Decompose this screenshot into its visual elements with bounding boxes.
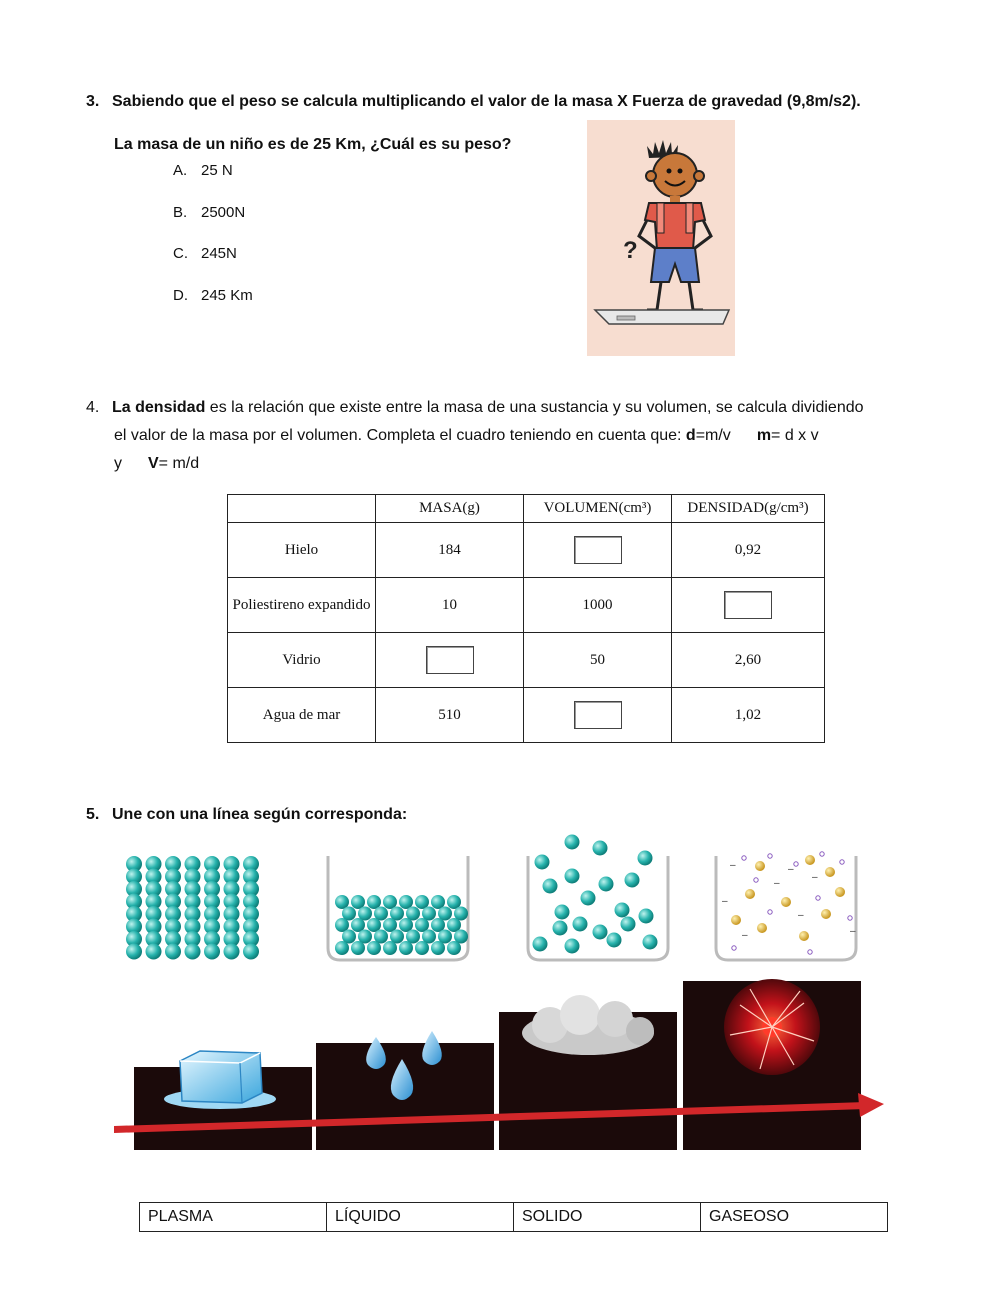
state-plasma[interactable]: PLASMA	[140, 1203, 327, 1232]
q4-paragraph	[86, 394, 966, 478]
formula-d-var: d	[685, 427, 696, 444]
cell-densidad: 0,92	[672, 523, 825, 578]
cell-masa: 10	[376, 578, 524, 633]
cell-volumen	[524, 523, 672, 578]
q3-question: La masa de un niño es de 25 Km, ¿Cuál es su peso?	[114, 136, 512, 153]
svg-text:–: –	[850, 926, 856, 937]
cell-masa: 510	[376, 688, 524, 743]
option-letter: B.	[173, 204, 188, 221]
q5-number: 5.	[86, 806, 100, 823]
density-table	[227, 494, 825, 743]
svg-text:–: –	[742, 930, 748, 941]
cell-densidad: 2,60	[672, 633, 825, 688]
q5-heading	[86, 806, 407, 824]
formula-v-var: V	[148, 455, 159, 472]
header-cell-masa: MASA(g)	[376, 495, 524, 523]
svg-text:–: –	[730, 860, 736, 871]
particle-diagrams	[110, 828, 870, 968]
q3-option-d[interactable]	[173, 287, 253, 304]
q4-bold-term: La densidad	[112, 399, 206, 416]
option-letter: A.	[173, 162, 188, 179]
row-name: Poliestireno expandido	[228, 578, 376, 633]
states-of-matter-illustration	[110, 975, 890, 1155]
option-text: 2500N	[201, 204, 246, 221]
gas-particles-icon	[528, 835, 668, 961]
svg-text:–: –	[798, 910, 804, 921]
option-text: 25 N	[201, 162, 233, 179]
table-row	[228, 633, 825, 688]
q3-heading	[86, 93, 861, 111]
boy-on-scale-illustration	[587, 120, 735, 356]
q4-text-line1: es la relación que existe entre la masa de una sustancia y su volumen, se calcula dividiendo	[205, 399, 864, 416]
plasma-particles-icon	[716, 852, 856, 960]
q3-option-a[interactable]	[173, 162, 233, 179]
q4-number: 4.	[86, 399, 100, 416]
gas-cloud-icon	[522, 995, 654, 1055]
formula-conjunction: y	[114, 455, 122, 472]
boy-icon	[587, 120, 735, 356]
solid-particles-icon	[126, 856, 259, 960]
cell-masa	[376, 633, 524, 688]
states-table	[139, 1202, 888, 1232]
plasma-ball-icon	[724, 979, 820, 1075]
question-mark: ?	[623, 237, 638, 264]
cell-densidad: 1,02	[672, 688, 825, 743]
option-text: 245 Km	[201, 287, 253, 304]
option-letter: C.	[173, 245, 188, 262]
table-row	[228, 578, 825, 633]
option-text: 245N	[201, 245, 237, 262]
svg-text:–: –	[722, 896, 728, 907]
formula-d-rest: =m/v	[695, 427, 731, 444]
state-gaseoso[interactable]: GASEOSO	[701, 1203, 888, 1232]
header-cell-volumen: VOLUMEN(cm³)	[524, 495, 672, 523]
q5-title: Une con una línea según corresponda:	[112, 806, 408, 823]
answer-input-volumen-agua[interactable]	[574, 701, 622, 729]
q3-option-b[interactable]	[173, 204, 245, 221]
q3-option-c[interactable]	[173, 245, 237, 262]
row-name: Hielo	[228, 523, 376, 578]
q4-text-line2: el valor de la masa por el volumen. Completa el cuadro teniendo en cuenta que:	[114, 427, 686, 444]
svg-text:–: –	[788, 864, 794, 875]
cell-densidad	[672, 578, 825, 633]
cell-volumen	[524, 688, 672, 743]
table-header-row	[228, 495, 825, 523]
svg-text:–: –	[774, 878, 780, 889]
liquid-particles-icon	[328, 856, 468, 960]
cell-volumen: 1000	[524, 578, 672, 633]
state-liquido[interactable]: LÍQUIDO	[327, 1203, 514, 1232]
option-letter: D.	[173, 287, 188, 304]
table-row	[228, 688, 825, 743]
header-cell-densidad: DENSIDAD(g/cm³)	[672, 495, 825, 523]
formula-m-rest: = d x v	[771, 427, 819, 444]
table-row	[228, 523, 825, 578]
answer-input-densidad-poliestireno[interactable]	[724, 591, 772, 619]
ice-cube-icon	[164, 1051, 276, 1109]
cell-volumen: 50	[524, 633, 672, 688]
states-row	[140, 1203, 888, 1232]
header-cell-empty	[228, 495, 376, 523]
q3-number: 3.	[86, 93, 100, 110]
formula-v-rest: = m/d	[158, 455, 200, 472]
cell-masa: 184	[376, 523, 524, 578]
row-name: Vidrio	[228, 633, 376, 688]
answer-input-masa-vidrio[interactable]	[426, 646, 474, 674]
state-solido[interactable]: SOLIDO	[514, 1203, 701, 1232]
q3-title: Sabiendo que el peso se calcula multiplicando el valor de la masa X Fuerza de gravedad (9,8m/s2).	[112, 93, 861, 110]
answer-input-volumen-hielo[interactable]	[574, 536, 622, 564]
row-name: Agua de mar	[228, 688, 376, 743]
svg-text:–: –	[812, 872, 818, 883]
formula-m-var: m	[756, 427, 772, 444]
